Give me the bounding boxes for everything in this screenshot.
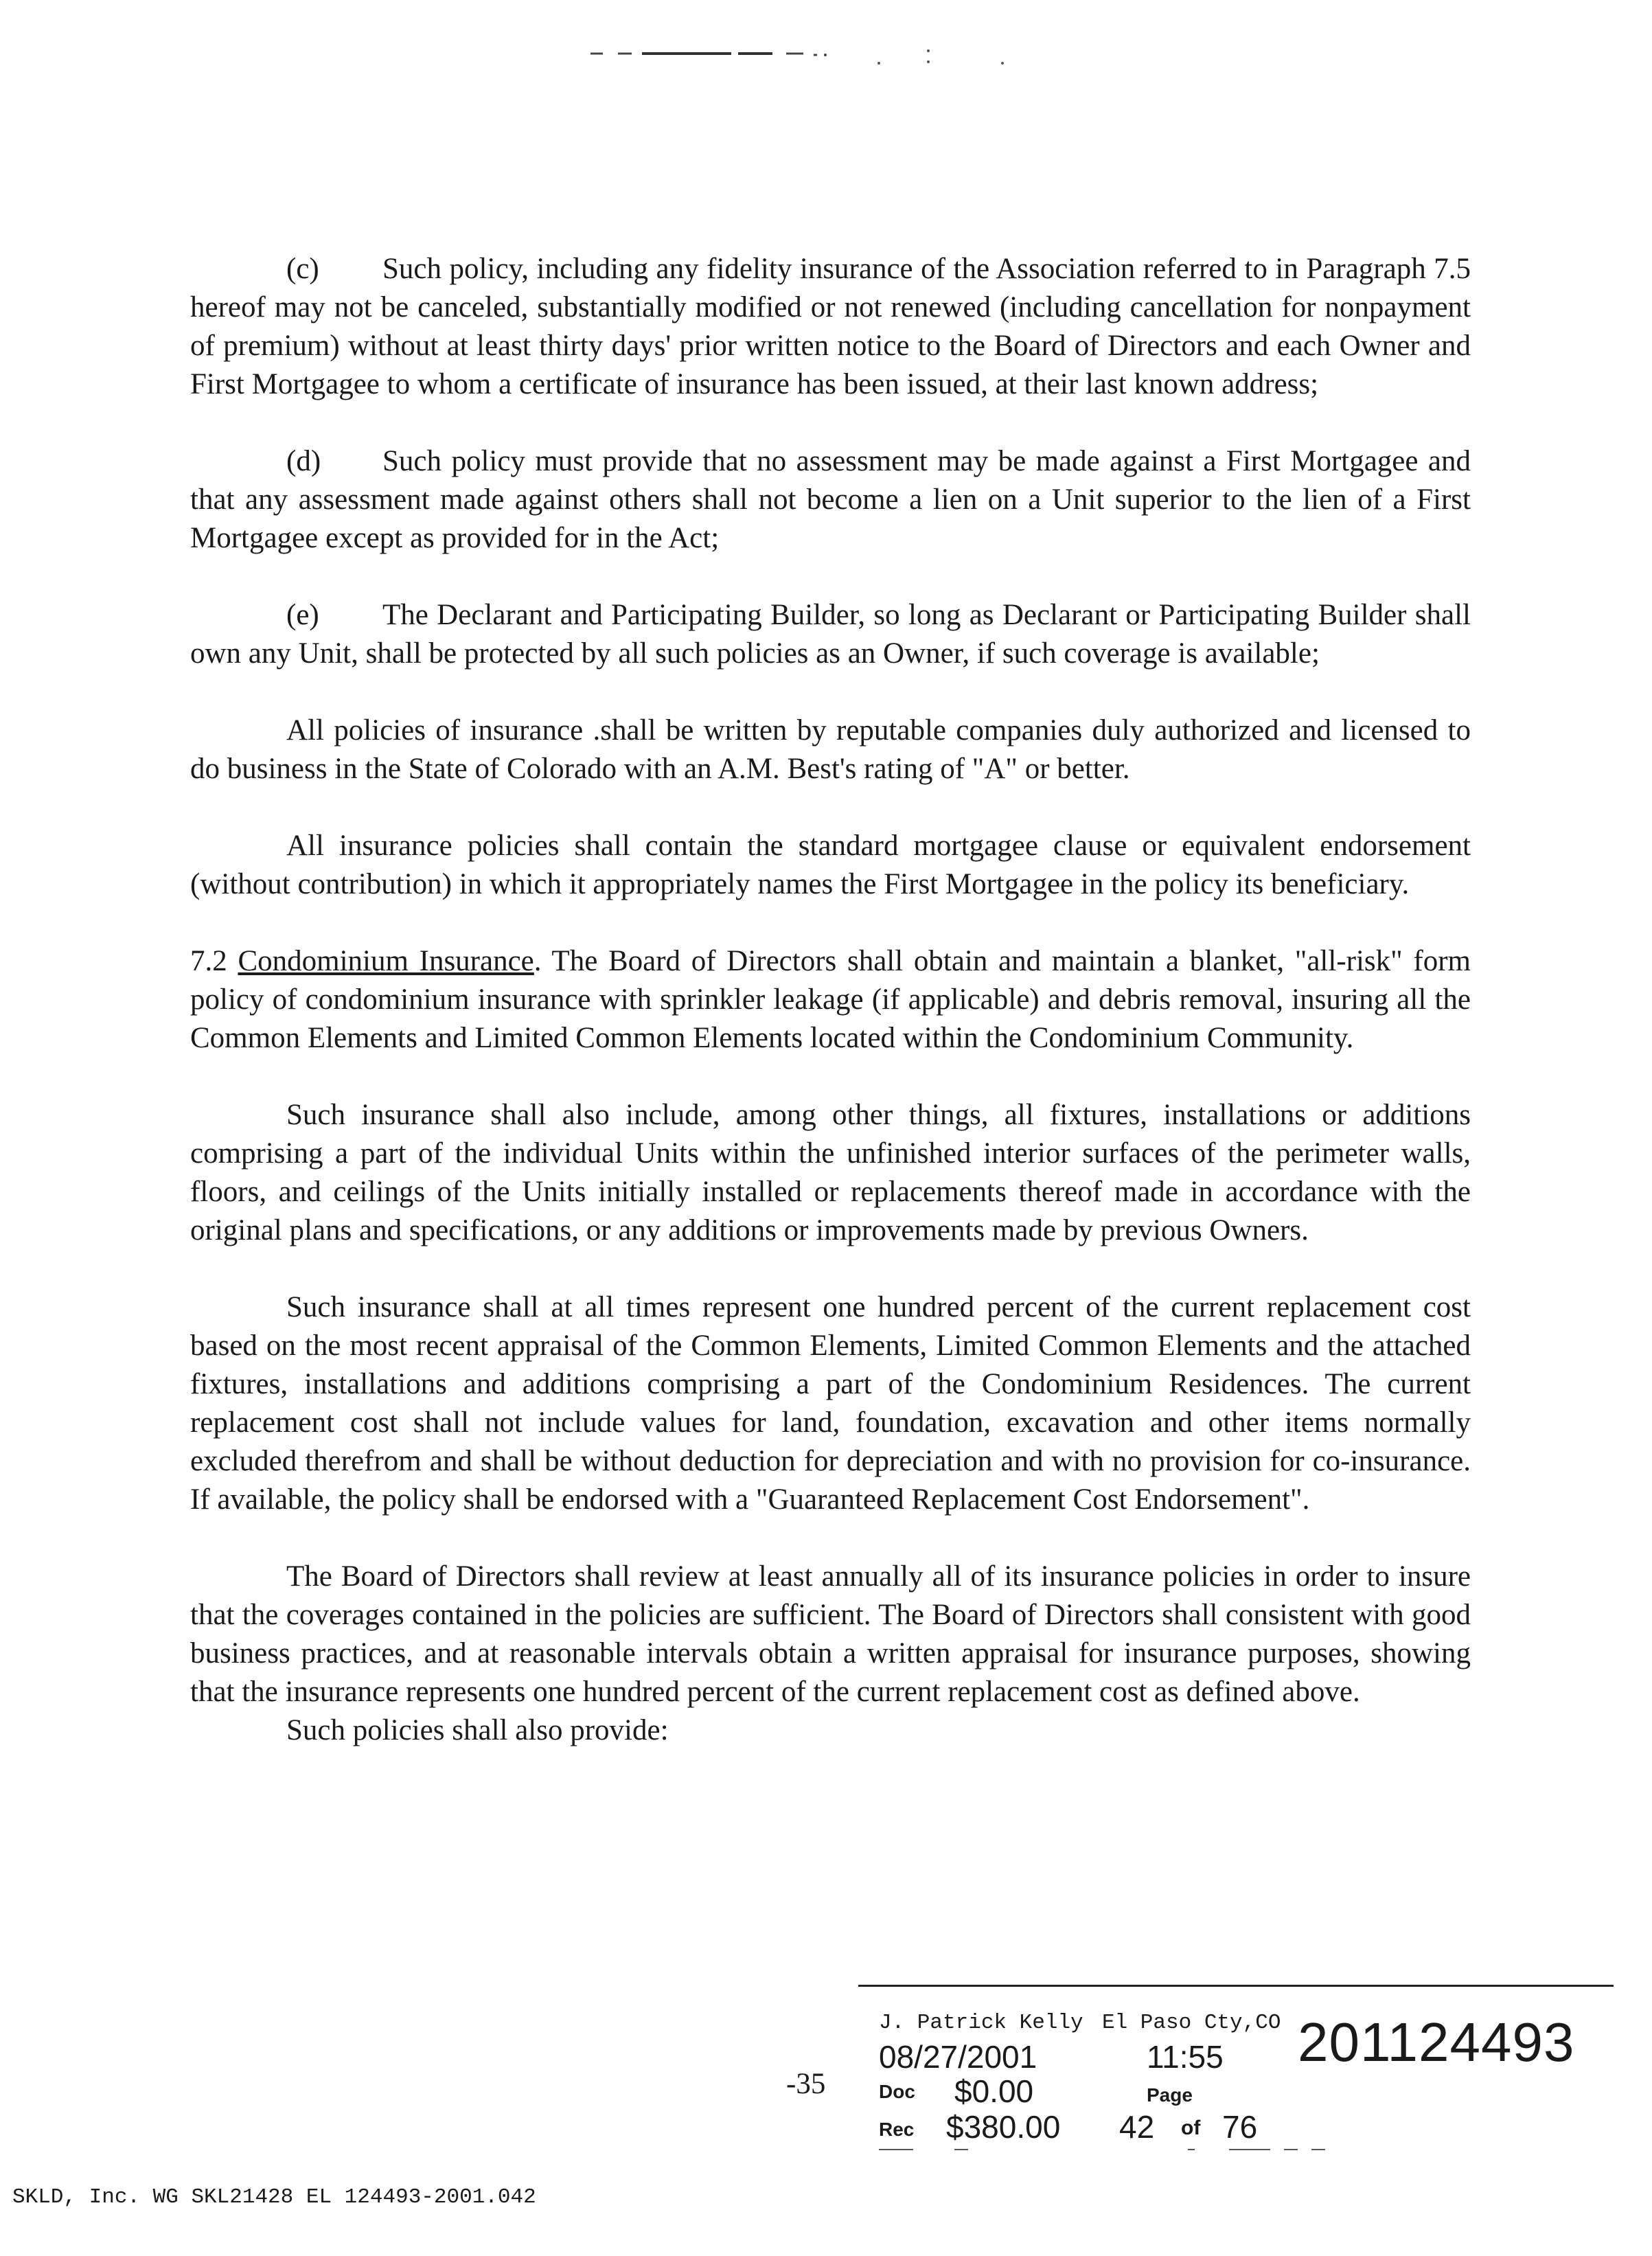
stamp-county: El Paso Cty,CO <box>1102 2011 1281 2035</box>
recording-stamp <box>858 1985 1614 2150</box>
section-7-2-text: . The Board of Directors shall obtain and maintain a blanket, "all-risk" form policy of condominium insurance with sprinkler leakage (if applicable) and debris removal, insuring all the Common Elements and Limited Common Elements located within the Condominium Community. <box>190 945 1471 1054</box>
section-7-2-heading: Condominium Insurance <box>238 945 534 977</box>
stamp-time: 11:55 <box>1147 2039 1224 2075</box>
paragraph-d <box>190 442 1471 558</box>
stamp-of-label: of <box>1181 2117 1201 2139</box>
footer-reference: SKLD, Inc. WG SKL21428 EL 124493-2001.042 <box>12 2185 536 2209</box>
paragraph-all-insurance: All insurance policies shall contain the standard mortgagee clause or equivalent endorsement (without contribution) in which it appropriately names the First Mortgagee in the policy its beneficiary. <box>190 830 1471 900</box>
paragraph-board-review: The Board of Directors shall review at least annually all of its insurance policies in order to insure that the coverages contained in the policies are sufficient. The Board of Directors shall consistent with good business practices, and at reasonable intervals obtain a written appraisal for insurance purposes, showing that the insurance represents one hundred percent of the current replacement cost as defined above. <box>190 1560 1471 1708</box>
section-7-2-number: 7.2 <box>190 945 227 977</box>
stamp-page-current: 42 <box>1119 2109 1155 2145</box>
body-text <box>190 250 1471 1750</box>
paragraph-e <box>190 596 1471 673</box>
paragraph-d-text: Such policy must provide that no assessment may be made against a First Mortgagee and that any assessment made against others shall not become a lien on a Unit superior to the lien of a First Mortgagee except as provided for in the Act; <box>190 445 1471 554</box>
stamp-recorder-name: J. Patrick Kelly <box>879 2011 1083 2035</box>
stamp-rec-fee: $380.00 <box>946 2109 1061 2145</box>
paragraph-e-label: (e) <box>286 599 319 631</box>
section-7-2 <box>190 942 1471 1058</box>
paragraph-replacement-cost: Such insurance shall at all times represent one hundred percent of the current replacement cost based on the most recent appraisal of the Common Elements, Limited Common Elements and the attached fixtures, installations and additions comprising a part of the Condominium Residences. The current replacement cost shall not include values for land, foundation, excavation and other items normally excluded therefrom and shall be without deduction for depreciation and with no provision for co-insurance. If available, the policy shall be endorsed with a "Guaranteed Replacement Cost Endorsement". <box>190 1291 1471 1516</box>
paragraph-d-label: (d) <box>286 445 321 477</box>
stamp-rec-label: Rec <box>879 2119 915 2140</box>
paragraph-c-label: (c) <box>286 253 319 285</box>
paragraph-e-text: The Declarant and Participating Builder, so long as Declarant or Participating Builder shall own any Unit, shall be protected by all such policies as an Owner, if such coverage is available; <box>190 599 1471 670</box>
paragraph-c <box>190 250 1471 404</box>
stamp-page-total: 76 <box>1222 2109 1258 2145</box>
paragraph-all-policies: All policies of insurance .shall be written by reputable companies duly authorized and licensed to do business in the State of Colorado with an A.M. Best's rating of "A" or better. <box>190 714 1471 785</box>
stamp-doc-fee: $0.00 <box>954 2073 1034 2109</box>
stamp-bottom-marks <box>858 2148 1408 2151</box>
paragraph-also-provide: Such policies shall also provide: <box>286 1714 669 1746</box>
stamp-page-label: Page <box>1147 2084 1193 2106</box>
stamp-reception-number: 201124493 <box>1298 2012 1575 2073</box>
scan-artifact-marks <box>590 36 1030 70</box>
paragraph-also-include: Such insurance shall also include, among other things, all fixtures, installations or additions comprising a part of the individual Units within the unfinished interior surfaces of the perimeter walls, floors, and ceilings of the Units initially installed or replacements thereof made in accordance with the original plans and specifications, or any additions or improvements made by previous Owners. <box>190 1099 1471 1246</box>
paragraph-c-text: Such policy, including any fidelity insurance of the Association referred to in Paragraph 7.5 hereof may not be canceled, substantially modified or not renewed (including cancellation for nonpayment of premium) without at least thirty days' prior written notice to the Board of Directors and each Owner and First Mortgagee to whom a certificate of insurance has been issued, at their last known address; <box>190 253 1471 400</box>
stamp-doc-label: Doc <box>879 2081 915 2102</box>
page-number: -35 <box>786 2068 826 2100</box>
stamp-date: 08/27/2001 <box>879 2039 1037 2075</box>
stamp-top-rule <box>858 1985 1614 1987</box>
